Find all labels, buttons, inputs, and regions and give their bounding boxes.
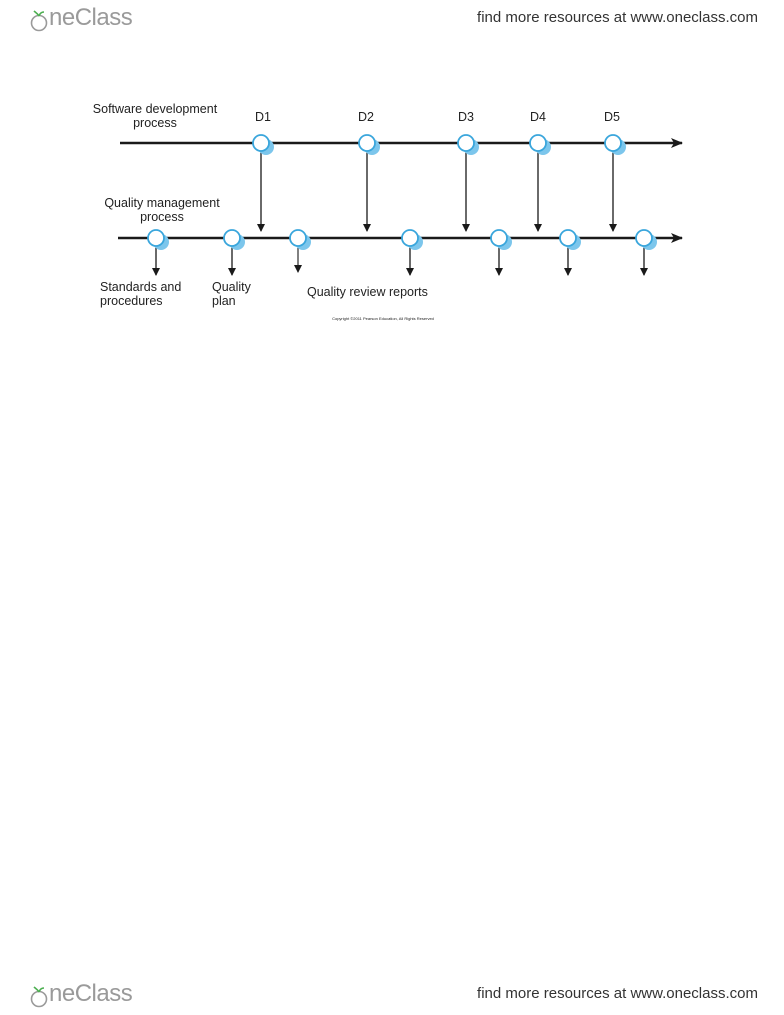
dev-process-label-line1: Software development <box>92 102 218 116</box>
qm-node-review-5 <box>636 230 657 250</box>
standards-label-line1: Standards and <box>100 280 182 294</box>
qm-node-standards <box>148 230 169 250</box>
quality-management-diagram <box>0 95 784 335</box>
dev-node-d2 <box>359 135 380 155</box>
logo-text: neClass <box>49 4 133 31</box>
plan-label-line2: plan <box>212 294 236 308</box>
logo-text: neClass <box>49 980 133 1007</box>
plan-label-line1: Quality <box>212 280 251 294</box>
dev-node-d3 <box>458 135 479 155</box>
dev-node-d1 <box>253 135 274 155</box>
dev-node-d4 <box>530 135 551 155</box>
deliverable-label-d5: D5 <box>604 110 620 124</box>
qm-node-review-1 <box>290 230 311 250</box>
oneclass-logo-top <box>30 4 132 32</box>
dev-node-d5 <box>605 135 626 155</box>
oneclass-logo-icon <box>30 10 48 32</box>
deliverable-label-d2: D2 <box>358 110 374 124</box>
standards-label-line2: procedures <box>100 294 163 308</box>
oneclass-logo-icon <box>30 986 48 1008</box>
qm-process-label-line1: Quality management <box>104 196 220 210</box>
qm-node-plan <box>224 230 245 250</box>
qm-node-review-3 <box>491 230 512 250</box>
deliverable-label-d3: D3 <box>458 110 474 124</box>
review-reports-label: Quality review reports <box>307 285 428 299</box>
dev-process-label-line2: process <box>133 116 177 130</box>
qm-node-review-2 <box>402 230 423 250</box>
qm-node-review-4 <box>560 230 581 250</box>
copyright-note: Copyright ©2011 Pearson Education, All Rights Reserved <box>332 316 434 321</box>
qm-process-label-line2: process <box>140 210 184 224</box>
resources-link-footer[interactable]: find more resources at www.oneclass.com <box>477 985 758 1002</box>
deliverable-label-d4: D4 <box>530 110 546 124</box>
resources-link[interactable]: find more resources at www.oneclass.com <box>477 9 758 26</box>
deliverable-label-d1: D1 <box>255 110 271 124</box>
oneclass-logo-bottom <box>30 980 132 1008</box>
